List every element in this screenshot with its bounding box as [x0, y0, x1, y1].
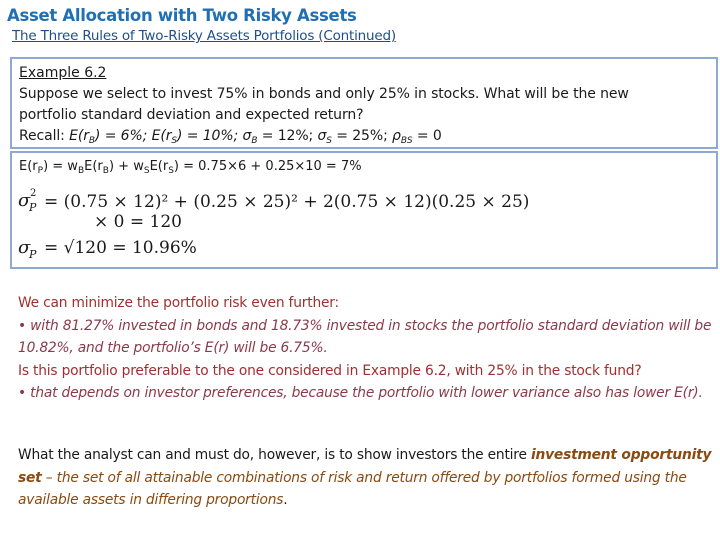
svg-text:2: 2 [30, 188, 37, 199]
notes-line-1: We can minimize the portfolio risk even further: [18, 295, 339, 311]
example-box [10, 57, 718, 149]
question-line-1: Suppose we select to invest 75% in bonds and only 25% in stocks. What will be the new [19, 86, 629, 102]
investment-opportunity-set-term: investment opportunity set [18, 447, 712, 486]
sigma-p-squared-symbol: σ [18, 190, 31, 211]
notes-section [18, 292, 712, 405]
notes-question: Is this portfolio preferable to the one considered in Example 6.2, with 25% in the stock fund? [18, 362, 642, 379]
question-line-2: portfolio standard deviation and expected return? [19, 107, 364, 123]
svg-text:P: P [29, 201, 37, 214]
sigma-p-symbol: σ [18, 237, 31, 258]
slide-subtitle: The Three Rules of Two-Risky Assets Portfolios (Continued) [12, 28, 396, 44]
notes-bullet-2: • that depends on investor preferences, because the portfolio with lower variance also has lower E(r). [18, 385, 703, 401]
solution-box [10, 151, 718, 269]
closing-paragraph: What the analyst can and must do, however, is to show investors the entire investment opportunity set – the set of all attainable combinations of risk and return offered by portfolios formed using the available assets in differing proportions. [18, 447, 712, 508]
example-question [19, 84, 716, 147]
variance-line-1: = (0.75 × 12)² + (0.25 × 25)² + 2(0.75 × 12)(0.25 × 25) [44, 192, 530, 212]
expected-return-formula: $E(r_P) = w_BE(r_B) + w_SE(r_S) = 0.75\times 6 + 0.25\times 10 = 7\%$ [19, 159, 362, 176]
slide-title: Asset Allocation with Two Risky Assets [7, 6, 357, 25]
svg-text:P: P [29, 248, 37, 261]
notes-bullet-1: • with 81.27% invested in bonds and 18.73% invested in stocks the portfolio standard deviation will be 10.82%, and the portfolio’s E(r) will be 6.75%. [18, 317, 712, 356]
variance-line-2: × 0 = 120 [94, 212, 182, 232]
variance-formula [18, 183, 708, 265]
example-heading: Example 6.2 [19, 65, 107, 81]
std-dev-line: = √120 = 10.96% [44, 238, 197, 258]
recall-line: Recall: $E(r_B) = 6\%$; $E(r_S) = 10\%$; $\sigma_B = 12\%$; $\sigma_S = 25\%$; $\rho_{BS} = 0$ [19, 128, 442, 146]
